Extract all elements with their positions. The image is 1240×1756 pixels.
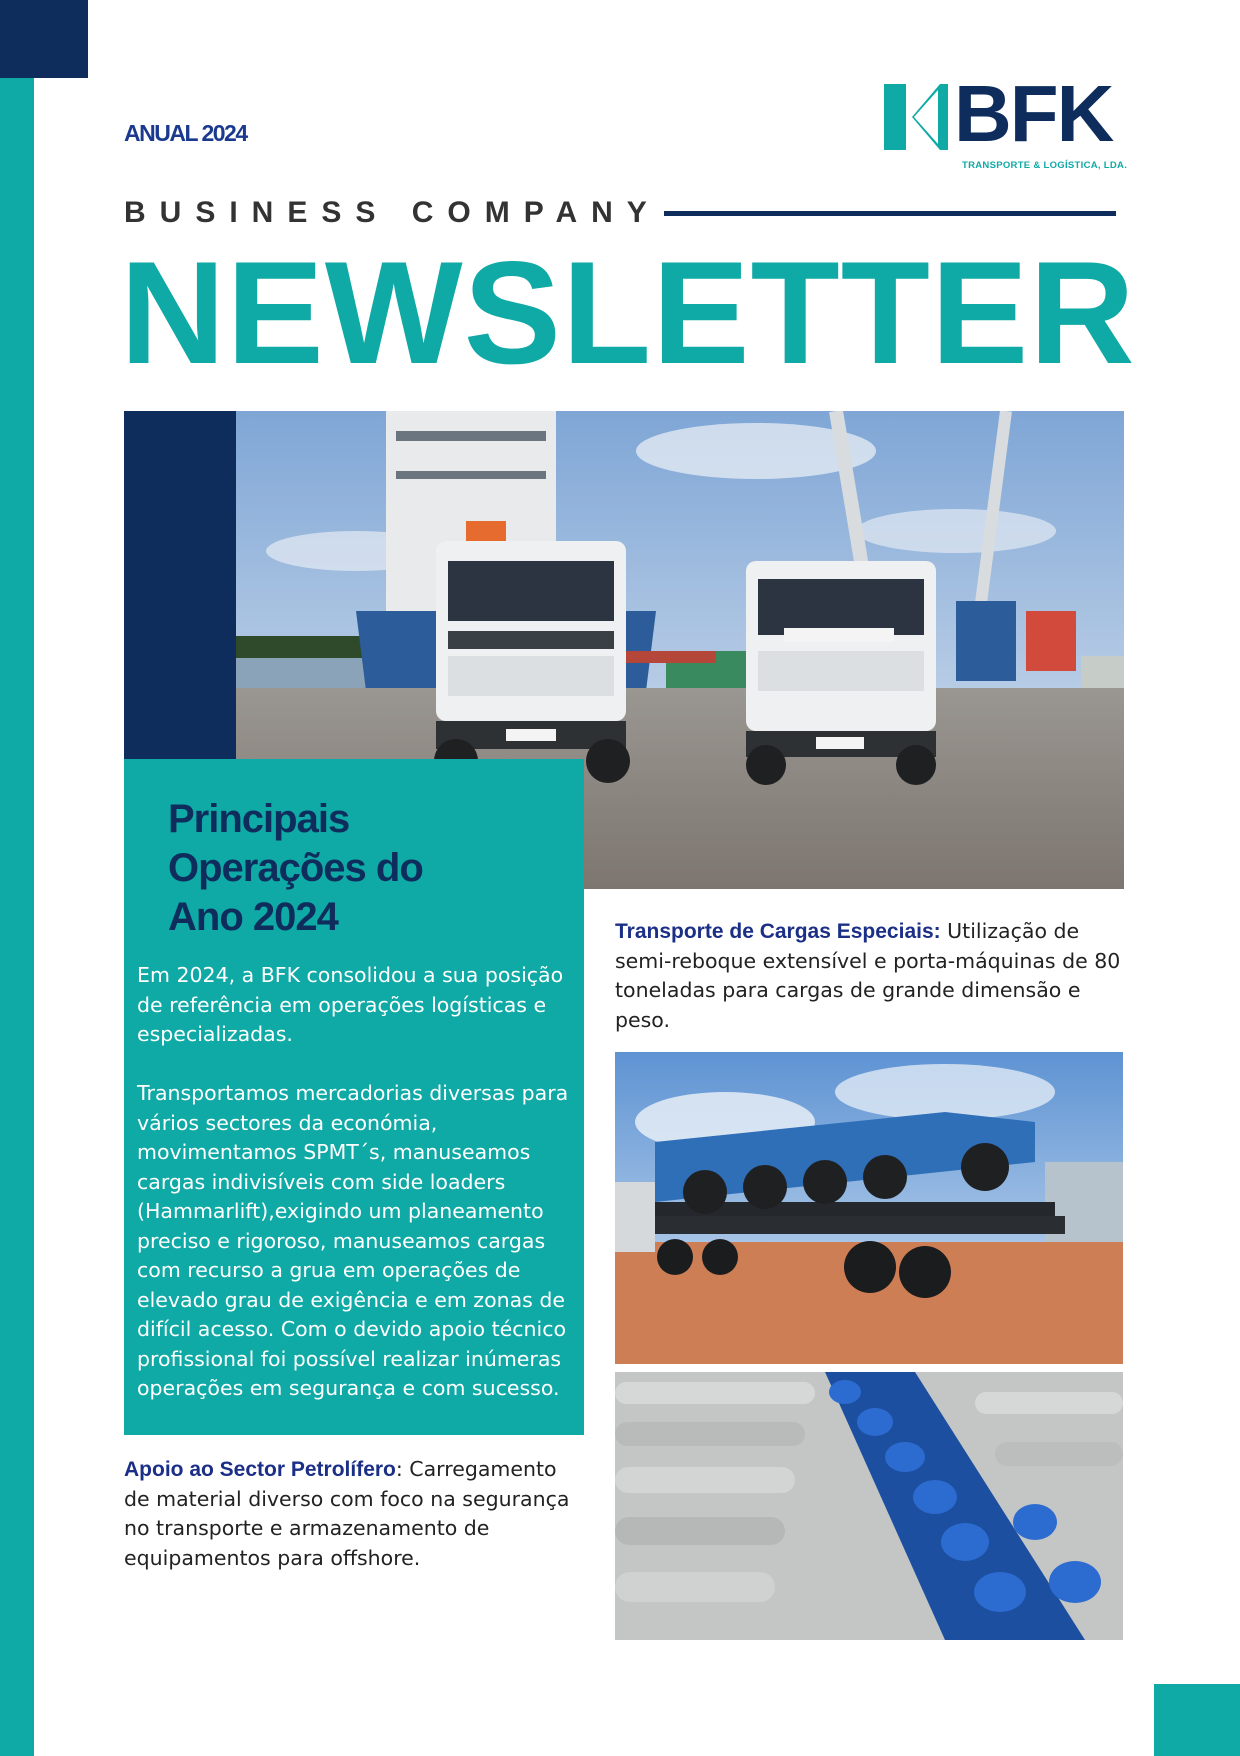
- petrolifero-body: : Carregamento de material diverso com foco na segurança no transporte e armazenamento de equipamentos para offshore.: [124, 1457, 570, 1570]
- logo-tagline: TRANSPORTE & LOGÍSTICA, LDA.: [962, 160, 1128, 171]
- corner-navy-block: [0, 0, 88, 78]
- feature-paragraph-details: Transportamos mercadorias diversas para vários sectores da económia, movimentamos SPMT´s, manuseamos cargas indivisíveis com side loaders (Hammarlift),exigindo um planeamento preciso e rigoroso, manuseamos cargas com recurso a grua em operações de elevado grau de exigência e em zonas de difícil acesso. Com o devido apoio técnico profissional foi possível realizar inúmeras operações em segurança e com sucesso.: [137, 1081, 569, 1400]
- feature-title-line: Ano 2024: [168, 895, 338, 939]
- cargas-especiais-body: Utilização de semi-reboque extensível e porta-máquinas de 80 toneladas para cargas de grande dimensão e peso.: [615, 919, 1121, 1032]
- page-title: NEWSLETTER: [120, 231, 1136, 394]
- feature-title-line: Operações do: [168, 846, 423, 890]
- annual-label: ANUAL 2024: [124, 120, 247, 146]
- logo-wordmark: BFK: [954, 69, 1113, 158]
- kicker-rule: [664, 211, 1116, 216]
- petrolifero-lead: Apoio ao Sector Petrolífero: [124, 1458, 396, 1481]
- petrolifero-text: [124, 1455, 584, 1573]
- cargas-especiais-text: [615, 917, 1127, 1035]
- hero-navy-accent: [124, 411, 237, 759]
- feature-paragraph-intro: Em 2024, a BFK consolidou a sua posição de referência em operações logísticas e especializadas.: [137, 963, 564, 1046]
- photo-extensible-trailer: [615, 1052, 1123, 1364]
- left-teal-band: [0, 78, 34, 1756]
- feature-title: [168, 795, 423, 942]
- photo-offshore-pipes: [615, 1372, 1123, 1640]
- logo-mark-icon: [884, 84, 948, 150]
- feature-panel: [124, 759, 584, 1435]
- feature-title-line: Principais: [168, 797, 350, 841]
- cargas-especiais-lead: Transporte de Cargas Especiais:: [615, 920, 941, 943]
- corner-teal-block: [1154, 1684, 1240, 1756]
- kicker-heading: BUSINESS COMPANY: [124, 196, 661, 229]
- bfk-logo: [884, 69, 1128, 174]
